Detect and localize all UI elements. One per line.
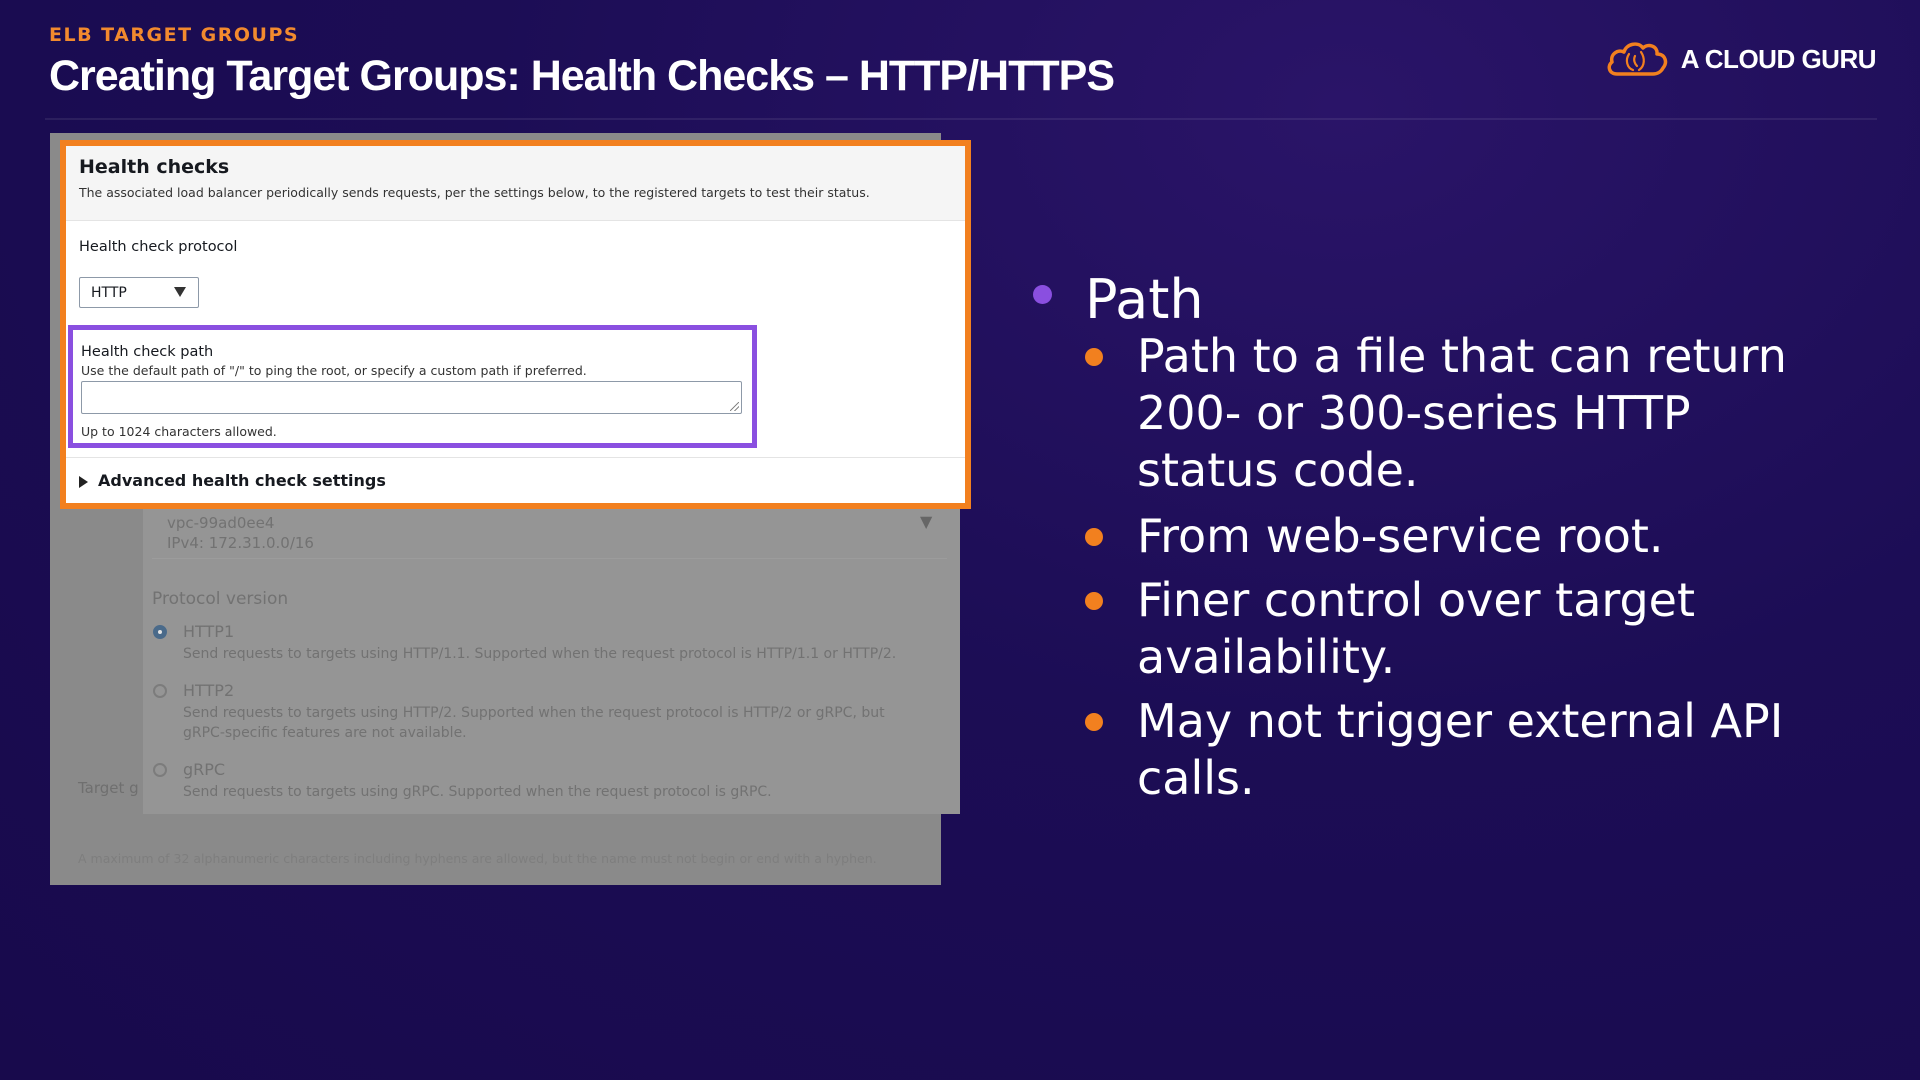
http1-label: HTTP1 <box>183 622 235 641</box>
http2-radio <box>153 684 167 698</box>
health-check-protocol-label: Health check protocol <box>79 239 238 255</box>
resize-handle-icon[interactable] <box>730 402 739 411</box>
http1-radio <box>153 625 167 639</box>
protocol-version-label: Protocol version <box>152 589 289 609</box>
health-checks-description: The associated load balancer periodically sends requests, per the settings below, to the registered targets to test their status. <box>79 185 870 200</box>
orange-bullet-icon <box>1085 713 1103 731</box>
sub-bullet-text: Finer control over target availability. <box>1137 573 1696 684</box>
health-check-path-highlight <box>68 325 757 448</box>
vpc-chevron-down-icon: ▼ <box>920 512 933 531</box>
health-check-path-input[interactable] <box>81 381 742 414</box>
health-checks-title: Health checks <box>79 156 230 178</box>
http2-label: HTTP2 <box>183 681 235 700</box>
brand-name: A CLOUD GURU <box>1680 43 1876 74</box>
sub-bullet-text: From web-service root. <box>1137 509 1664 563</box>
orange-bullet-icon <box>1085 592 1103 610</box>
http1-desc: Send requests to targets using HTTP/1.1. Supported when the request protocol is HTTP/1.1 or HTTP/2. <box>183 646 897 662</box>
vpc-id: vpc-99ad0ee4 <box>167 514 275 532</box>
health-check-path-label: Health check path <box>81 344 214 360</box>
target-group-side-label: Target g <box>78 779 139 797</box>
target-group-name-note: A maximum of 32 alphanumeric characters including hyphens are allowed, but the name must not begin or end with a hyphen. <box>78 851 877 866</box>
panel-divider <box>66 457 965 458</box>
sub-bullet-text: May not trigger external API calls. <box>1137 694 1784 805</box>
caret-right-icon[interactable] <box>79 476 88 488</box>
sub-bullet-text: Path to a file that can return 200- or 300-series HTTP status code. <box>1137 329 1787 497</box>
grpc-radio <box>153 763 167 777</box>
slide-title: Creating Target Groups: Health Checks – HTTP/HTTPS <box>49 52 1114 100</box>
vpc-cidr: IPv4: 172.31.0.0/16 <box>167 534 314 552</box>
protocol-selected-value: HTTP <box>91 285 127 301</box>
bullet-path-text: Path <box>1085 268 1204 331</box>
cloud-logo-icon <box>1605 38 1669 80</box>
grpc-desc: Send requests to targets using gRPC. Supported when the request protocol is gRPC. <box>183 784 772 800</box>
header-divider <box>45 118 1877 120</box>
http2-desc-continued: gRPC-specific features are not available. <box>183 725 467 741</box>
orange-bullet-icon <box>1085 348 1103 366</box>
health-check-path-limit: Up to 1024 characters allowed. <box>81 424 277 439</box>
advanced-health-check-settings-toggle[interactable]: Advanced health check settings <box>98 471 386 490</box>
section-eyebrow: ELB TARGET GROUPS <box>49 24 300 46</box>
health-check-path-hint: Use the default path of "/" to ping the root, or specify a custom path if preferred. <box>81 363 587 378</box>
orange-bullet-icon <box>1085 528 1103 546</box>
grpc-label: gRPC <box>183 760 226 779</box>
health-checks-panel <box>60 140 971 509</box>
purple-bullet-icon <box>1033 285 1052 304</box>
http2-desc: Send requests to targets using HTTP/2. Supported when the request protocol is HTTP/2 or gRPC, but <box>183 705 885 721</box>
brand-logo-group <box>1605 38 1876 80</box>
health-check-protocol-select[interactable] <box>79 277 199 308</box>
health-checks-header <box>66 146 965 221</box>
chevron-down-icon <box>174 287 186 297</box>
